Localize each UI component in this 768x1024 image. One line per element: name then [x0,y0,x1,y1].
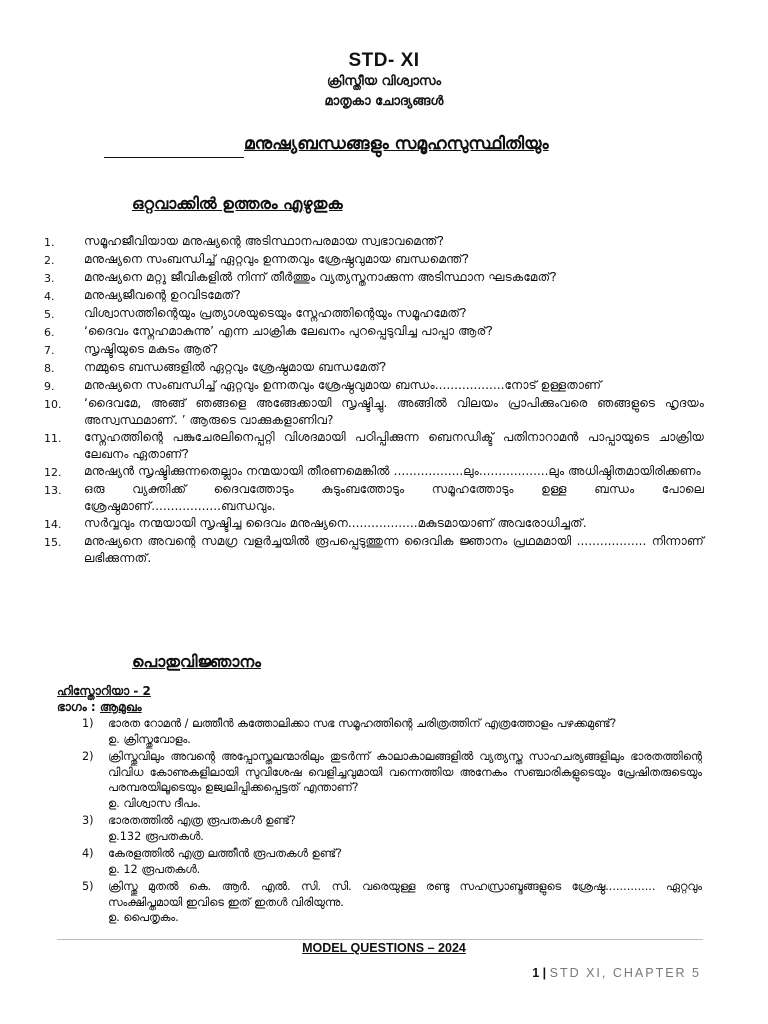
question-item [44,395,704,429]
gk-answer: ഉ. ക്രിസ്തുവോളം. [108,732,191,746]
question-text: ‘ദൈവമേ, അങ്ങ് ഞങ്ങളെ അങ്ങേക്കായി സൃഷ്ടിച്ചു. അങ്ങിൽ വിലയം പ്രാപിക്കുംവരെ ഞങ്ങളുടെ ഹൃദയം അസ്വസ്ഥമാണ്. ’ ആരുടെ വാക്കുകളാണിവ? [84,396,704,427]
general-knowledge-list [82,716,702,928]
chapter-title: മനുഷ്യബന്ധങ്ങളും സമൂഹസുസ്ഥിതിയും [244,134,549,154]
question-item [44,481,704,515]
chapter-title-leader-line [104,157,244,158]
question-number: 4. [44,290,55,303]
question-item [44,463,704,481]
gk-question-number: 1) [82,717,94,730]
footer-model-questions: MODEL QUESTIONS – 2024 [302,941,466,955]
gk-question-text: ഭാരത റോമൻ / ലത്തീൻ കത്തോലിക്കാ സഭ സമൂഹത്തിന്റെ ചരിത്രത്തിന് എത്രത്തോളം പഴക്കമുണ്ട്? [108,717,617,730]
section-two-title: പൊതുവിജ്ഞാനം [132,652,261,671]
question-number: 3. [44,272,55,285]
question-text: സ്നേഹത്തിന്റെ പങ്കുചേരലിനെപ്പറ്റി വിശദമായി പഠിപ്പിക്കുന്ന ബെനഡിക്ട് പതിനാറാമൻ പാപ്പായുടെ ചാക്രിയ ലേഖനം ഏതാണ്? [84,430,704,461]
question-text: സൃഷ്ടിയുടെ മകുടം ആര്? [84,342,219,356]
question-number: 13. [44,484,62,497]
question-text: നമ്മുടെ ബന്ധങ്ങളിൽ ഏറ്റവും ശ്രേഷ്ഠമായ ബന്ധമേത്? [84,360,387,374]
gk-question-number: 3) [82,814,94,827]
question-item [44,429,704,463]
gk-question [82,749,702,796]
one-word-question-list [44,233,704,567]
gk-answer: ഉ. പൈതൃകം. [108,911,179,924]
gk-answer: ഉ.132 രൂപതകൾ. [108,829,204,843]
question-number: 11. [44,432,62,445]
gk-question-text: കേരളത്തിൽ എത്ര ലത്തീൻ രൂപതകൾ ഉണ്ട്? [108,847,342,860]
gk-answer: ഉ. 12 രൂപതകൾ. [108,862,201,876]
question-text: മനുഷ്യൻ സൃഷ്ടിക്കുന്നതെല്ലാം നന്മയായി തീരണമെങ്കിൽ ..................ലും..................ലും അധിഷ്ഠിതമായിരിക്കണം [84,464,701,478]
subject-title: ക്രിസ്തീയ വിശ്വാസം [326,74,442,89]
question-number: 10. [44,398,62,411]
question-item [44,533,704,567]
question-item [44,515,704,533]
footer-divider [57,939,703,940]
question-item [44,305,704,323]
question-text: മനുഷ്യജീവന്റെ ഉറവിടമേത്? [84,288,241,302]
gk-question-text: ക്രിസ്തു മുതൽ കെ. ആർ. എൽ. സി. സി. വരെയുള്ള രണ്ടു സഹസ്രാബ്ദങ്ങളുടെ ശ്രേഷ്ഠ.............. ഏറ്റവും സംക്ഷിപ്തമായി ഇവിടെ ഇത് ഇതൾ വിരിയുന്നു. [108,880,702,909]
question-text: ‘ദൈവം സ്നേഹമാകുന്നു’ എന്ന ചാക്രിക ലേഖനം പുറപ്പെടുവിച്ച പാപ്പാ ആര്? [84,324,493,338]
question-number: 7. [44,344,55,357]
question-text: സമൂഹജീവിയായ മനുഷ്യന്റെ അടിസ്ഥാനപരമായ സ്വഭാവമെന്ത്? [84,234,444,248]
question-item [44,323,704,341]
question-item [44,251,704,269]
question-text: ഒരു വ്യക്തിക്ക് ദൈവത്തോടും കുടുംബത്തോടും സമൂഹത്തോടും ഉള്ള ബന്ധം പോലെ ശ്രേഷ്ഠമാണ്..................ബന്ധവും. [84,482,704,513]
question-text: സർവ്വവും നന്മയായി സൃഷ്ടിച്ച ദൈവം മനുഷ്യനെ..................മകുടമായാണ് അവരോധിച്ചത്. [84,516,587,530]
gk-question [82,813,702,829]
part-heading [57,700,142,715]
part-label: ഭാഗം : [57,700,100,714]
question-number: 5. [44,308,55,321]
gk-question [82,879,702,910]
history-heading: ഹിസ്തോറിയാ - 2 [57,684,151,698]
question-number: 1. [44,236,55,249]
question-item [44,269,704,287]
question-number: 6. [44,326,55,339]
question-number: 14. [44,518,62,531]
question-item [44,341,704,359]
question-text: മനുഷ്യനെ അവന്റെ സമഗ്ര വളർച്ചയിൽ രൂപപ്പെടുത്തുന്ന ദൈവിക ജ്ഞാനം പ്രഥമമായി .................. നിന്നാണ് ലഭിക്കുന്നത്. [84,534,704,565]
subtitle: മാതൃകാ ചോദ്യങ്ങൾ [324,94,444,109]
question-item [44,233,704,251]
gk-question [82,716,702,732]
page-footer [532,966,701,980]
question-number: 2. [44,254,55,267]
page-number: 1 [532,966,540,980]
question-text: മനുഷ്യനെ മറ്റു ജീവികളിൽ നിന്ന് തീർത്തും വ്യത്യസ്തനാക്കുന്ന അടിസ്ഥാന ഘടകമേത്? [84,270,557,284]
gk-question-text: ക്രിസ്തുവിലും അവന്റെ അപ്പോസ്തലന്മാരിലും തുടർന്ന് കാലാകാലങ്ങളിൽ വ്യത്യസ്ത സാഹചര്യങ്ങളിലും ഭാരതത്തിന്റെ വിവിധ കോണുകളിലായി സുവിശേഷ വെളിച്ചവുമായി വന്നെത്തിയ അനേകം സഞ്ചാരികളുടെയും പ്രേഷിതരുടെയും പരമ്പരയിലൂടെയും ഉജ്വലിപ്പിക്കപ്പെട്ടത് എന്താണ്? [108,750,702,794]
question-item [44,359,704,377]
question-item [44,377,704,395]
question-text: മനുഷ്യനെ സംബന്ധിച്ച് ഏറ്റവും ഉന്നതവും ശ്രേഷ്ഠവുമായ ബന്ധം..................നോട് ഉള്ളതാണ് [84,378,602,392]
gk-question-number: 4) [82,847,94,860]
gk-answer: ഉ. വിശ്വാസ ദീപം. [108,796,201,810]
page-footer-separator: | [539,966,550,980]
std-title: STD- XI [348,50,420,71]
gk-question-text: ഭാരതത്തിൽ എത്ര രൂപതകൾ ഉണ്ട്? [108,814,296,827]
question-number: 12. [44,466,62,479]
question-number: 15. [44,536,62,549]
gk-question-number: 2) [82,750,94,763]
question-text: വിശ്വാസത്തിന്റെയും പ്രത്യാശയുടെയും സ്നേഹത്തിന്റെയും സമൂഹമേത്? [84,306,467,320]
gk-question [82,846,702,862]
question-item [44,287,704,305]
gk-question-number: 5) [82,880,94,893]
page-footer-text: STD XI, CHAPTER 5 [549,966,701,980]
question-text: മനുഷ്യനെ സംബന്ധിച്ച് ഏറ്റവും ഉന്നതവും ശ്രേഷ്ഠവുമായ ബന്ധമെന്ത്? [84,252,470,266]
question-number: 9. [44,380,55,393]
part-name: ആമുഖം [99,700,142,714]
question-number: 8. [44,362,55,375]
section-one-title: ഒറ്റവാക്കിൽ ഉത്തരം എഴുതുക [132,194,343,213]
